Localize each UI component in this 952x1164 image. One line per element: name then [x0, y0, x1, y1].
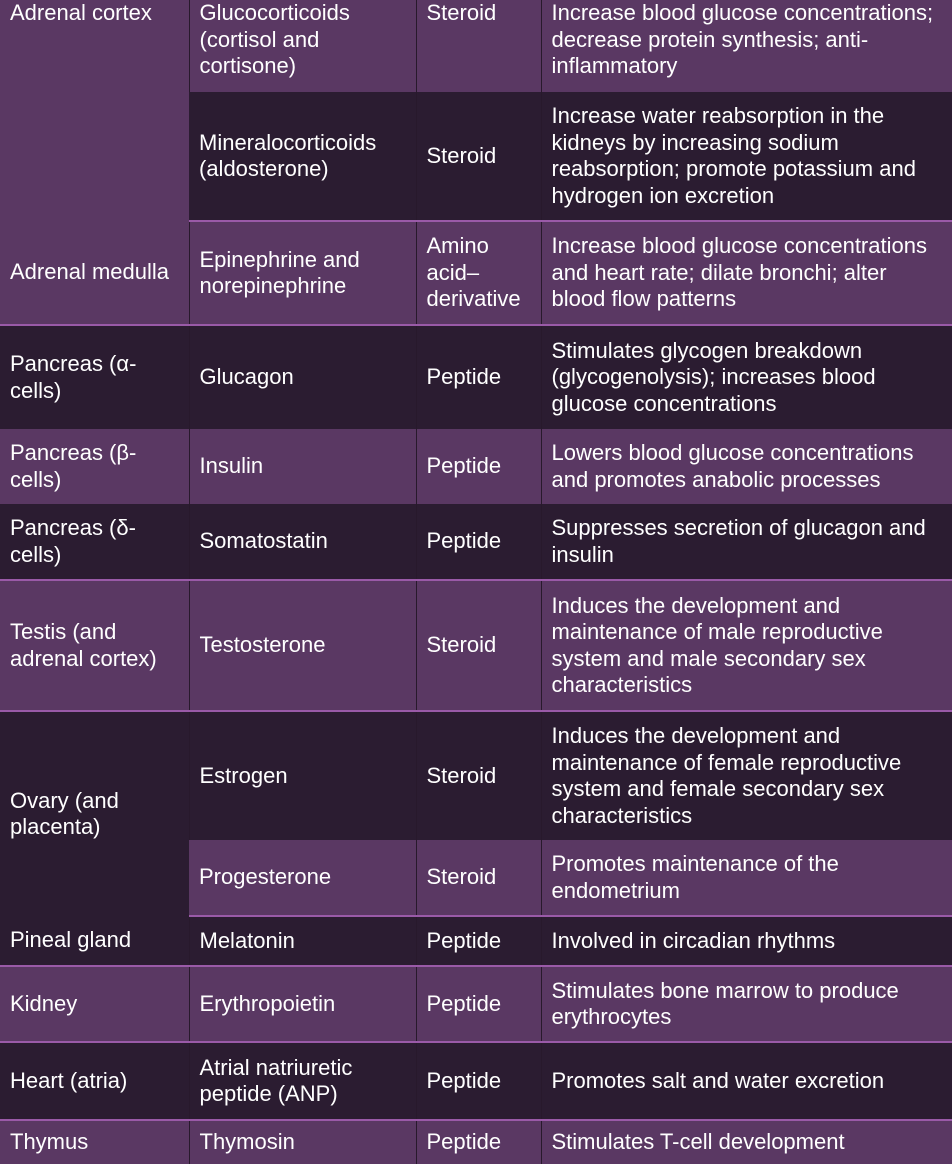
effect-cell: Induces the development and maintenance of female reproductive system and female secondary sex characteristics	[541, 711, 952, 840]
hormone-cell: Atrial natriuretic peptide (ANP)	[189, 1042, 416, 1120]
hormone-cell: Thymosin	[189, 1120, 416, 1164]
type-cell: Peptide	[416, 1042, 541, 1120]
type-cell: Peptide	[416, 504, 541, 580]
hormone-cell: Insulin	[189, 429, 416, 504]
effect-cell: Increase blood glucose concentrations and heart rate; dilate bronchi; alter blood flow patterns	[541, 221, 952, 325]
effect-cell: Stimulates glycogen breakdown (glycogenolysis); increases blood glucose concentrations	[541, 325, 952, 429]
gland-cell: Pancreas (δ-cells)	[0, 504, 189, 580]
type-cell: Steroid	[416, 711, 541, 840]
hormone-cell: Epinephrine and norepinephrine	[189, 221, 416, 325]
hormone-cell: Progesterone	[189, 840, 416, 916]
gland-cell: Adrenal cortex	[0, 0, 189, 221]
gland-cell: Adrenal medulla	[0, 221, 189, 325]
table-row	[0, 0, 952, 92]
gland-cell: Pineal gland	[0, 916, 189, 966]
type-cell: Peptide	[416, 325, 541, 429]
table-row	[0, 221, 952, 325]
gland-cell: Thymus	[0, 1120, 189, 1164]
type-cell: Amino acid–derivative	[416, 221, 541, 325]
table-row	[0, 580, 952, 711]
effect-cell: Promotes salt and water excretion	[541, 1042, 952, 1120]
hormone-cell: Mineralocorticoids (aldosterone)	[189, 92, 416, 221]
effect-cell: Involved in circadian rhythms	[541, 916, 952, 966]
gland-cell: Kidney	[0, 966, 189, 1042]
effect-cell: Lowers blood glucose concentrations and promotes anabolic processes	[541, 429, 952, 504]
table-row	[0, 1120, 952, 1164]
table-row	[0, 429, 952, 504]
table-row	[0, 966, 952, 1042]
effect-cell: Increase blood glucose concentrations; decrease protein synthesis; anti-inflammatory	[541, 0, 952, 92]
hormone-cell: Somatostatin	[189, 504, 416, 580]
gland-cell: Testis (and adrenal cortex)	[0, 580, 189, 711]
hormone-cell: Melatonin	[189, 916, 416, 966]
effect-cell: Promotes maintenance of the endometrium	[541, 840, 952, 916]
hormone-cell: Erythropoietin	[189, 966, 416, 1042]
table-row	[0, 711, 952, 840]
type-cell: Peptide	[416, 429, 541, 504]
gland-cell: Heart (atria)	[0, 1042, 189, 1120]
gland-cell: Pancreas (β-cells)	[0, 429, 189, 504]
type-cell: Peptide	[416, 916, 541, 966]
effect-cell: Stimulates bone marrow to produce erythrocytes	[541, 966, 952, 1042]
type-cell: Steroid	[416, 580, 541, 711]
effect-cell: Suppresses secretion of glucagon and insulin	[541, 504, 952, 580]
table-row	[0, 325, 952, 429]
hormone-cell: Glucagon	[189, 325, 416, 429]
hormone-cell: Glucocorticoids (cortisol and cortisone)	[189, 0, 416, 92]
type-cell: Steroid	[416, 0, 541, 92]
effect-cell: Induces the development and maintenance of male reproductive system and male secondary sex characteristics	[541, 580, 952, 711]
table-row	[0, 916, 952, 966]
hormone-cell: Testosterone	[189, 580, 416, 711]
effect-cell: Increase water reabsorption in the kidneys by increasing sodium reabsorption; promote potassium and hydrogen ion excretion	[541, 92, 952, 221]
table-row	[0, 504, 952, 580]
gland-cell: Ovary (and placenta)	[0, 711, 189, 916]
type-cell: Peptide	[416, 1120, 541, 1164]
hormone-cell: Estrogen	[189, 711, 416, 840]
table-row	[0, 1042, 952, 1120]
gland-cell: Pancreas (α-cells)	[0, 325, 189, 429]
type-cell: Peptide	[416, 966, 541, 1042]
type-cell: Steroid	[416, 92, 541, 221]
type-cell: Steroid	[416, 840, 541, 916]
effect-cell: Stimulates T-cell development	[541, 1120, 952, 1164]
